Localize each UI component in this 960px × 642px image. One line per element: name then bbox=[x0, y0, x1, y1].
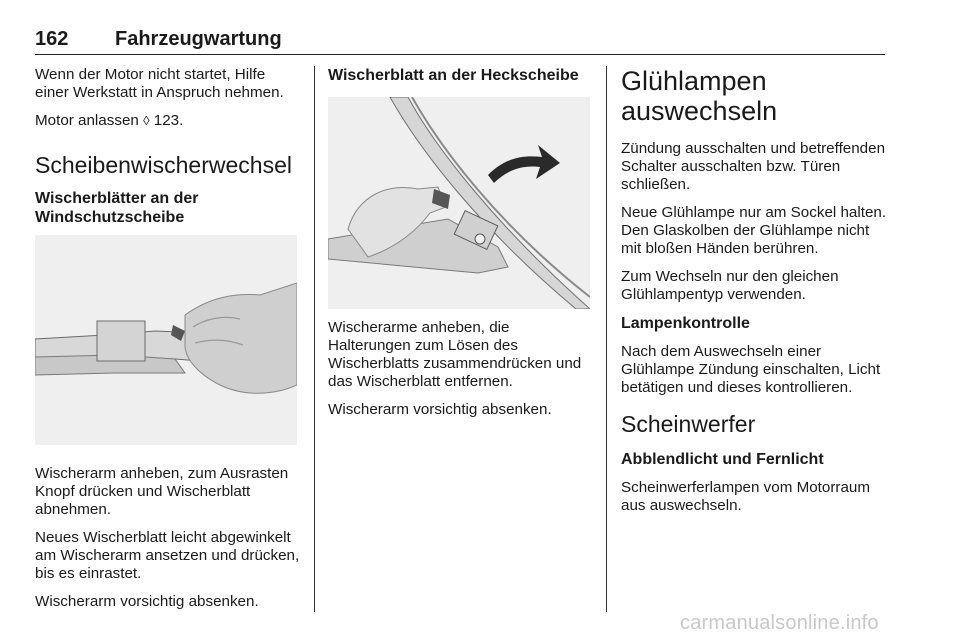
page-reference[interactable]: 123. bbox=[153, 112, 184, 129]
column-divider bbox=[606, 66, 607, 612]
paragraph: Zum Wechseln nur den gleichen Glühlampentyp verwenden. bbox=[621, 268, 839, 303]
paragraph: Wischerarme anheben, die Halterungen zum Lösen des Wischerblatts zusammendrücken und das Wischerblatt entfernen. bbox=[328, 319, 582, 390]
watermark: carmanualsonline.info bbox=[680, 612, 879, 634]
chapter-title: Fahrzeugwartung bbox=[115, 28, 282, 50]
paragraph: Zündung ausschalten und betreffenden Schalter ausschalten bzw. Türen schließen. bbox=[621, 140, 886, 193]
rear-wiper-illustration bbox=[328, 97, 590, 309]
subsection-heading: Lampenkontrolle bbox=[621, 315, 750, 332]
chapter-section-title: Glühlampen auswechseln bbox=[621, 66, 778, 126]
paragraph-text: Motor anlassen bbox=[35, 112, 139, 129]
paragraph: Wischerarm vorsichtig absenken. bbox=[35, 593, 259, 610]
subsection-heading: Wischerblätter an der Windschutzscheibe bbox=[35, 190, 199, 226]
section-heading: Scheinwerfer bbox=[621, 411, 756, 437]
column-left bbox=[35, 66, 303, 621]
paragraph: Neues Wischerblatt leicht abgewinkelt am Wischerarm ansetzen und drücken, bis es einrastet. bbox=[35, 529, 300, 582]
column-divider bbox=[314, 66, 315, 612]
page-reference-arrow-icon: ◊ bbox=[143, 113, 150, 128]
paragraph: Wischerarm vorsichtig absenken. bbox=[328, 401, 552, 418]
column-right bbox=[621, 66, 889, 525]
paragraph: Scheinwerferlampen vom Motorraum aus auswechseln. bbox=[621, 479, 870, 514]
column-middle bbox=[328, 66, 594, 429]
paragraph-with-reference bbox=[35, 112, 303, 130]
subsection-heading: Abblendlicht und Fernlicht bbox=[621, 451, 824, 468]
paragraph: Nach dem Auswechseln einer Glühlampe Zündung einschalten, Licht betätigen und dieses kontrollieren. bbox=[621, 343, 881, 396]
page-number: 162 bbox=[35, 28, 69, 50]
paragraph: Wischerarm anheben, zum Ausrasten Knopf drücken und Wischerblatt abnehmen. bbox=[35, 465, 289, 518]
page-header bbox=[35, 26, 885, 55]
paragraph: Wenn der Motor nicht startet, Hilfe einer Werkstatt in Anspruch nehmen. bbox=[35, 66, 284, 101]
section-heading: Scheibenwischerwechsel bbox=[35, 152, 292, 178]
subsection-heading: Wischerblatt an der Heckscheibe bbox=[328, 67, 579, 84]
paragraph: Neue Glühlampe nur am Sockel halten. Den Glaskolben der Glühlampe nicht mit bloßen Händen berühren. bbox=[621, 204, 887, 257]
windshield-wiper-illustration bbox=[35, 235, 297, 445]
